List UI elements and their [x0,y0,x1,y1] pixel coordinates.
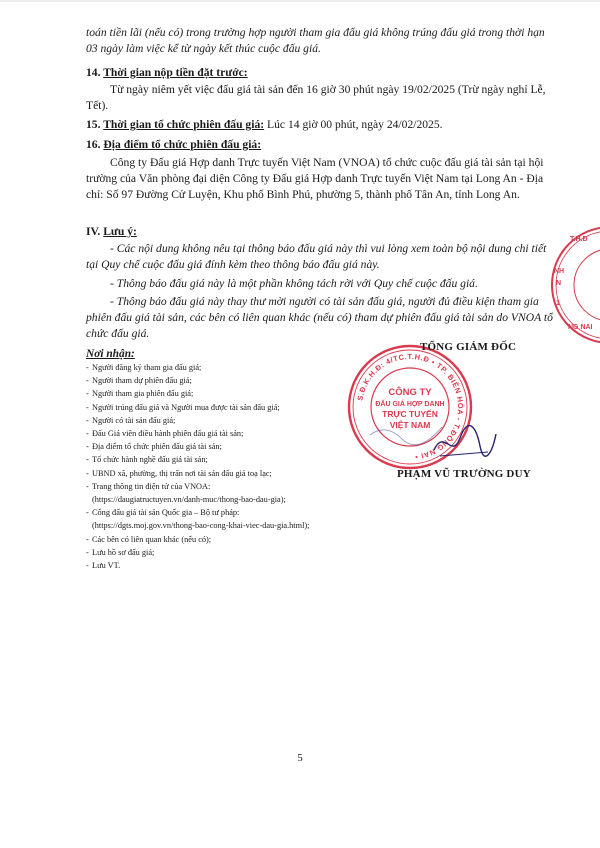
svg-text:TRỰC TUYẾN: TRỰC TUYẾN [382,409,438,419]
margin-seal-image [546,221,600,349]
handwritten-signature-image [430,420,500,464]
svg-text:NH: NH [554,268,565,275]
section-16-body: Công ty Đấu giá Hợp danh Trực tuyến Việt Nam (VNOA) tổ chức cuộc đấu giá tài sản tại hội trường của Văn phòng đại diện Công ty Đấu giá Hợp danh Trực tuyến Việt Nam tại Long An - Địa chỉ: Số 97 Đường Cử Luyện, Khu phố Bình Phú, phường 5, thành phố Tân An, tỉnh Long An. [86,156,544,201]
svg-text:ĐẤU GIÁ HỢP DANH: ĐẤU GIÁ HỢP DANH [375,401,445,408]
recipient-item-url: (https://daugiatructuyen.vn/danh-muc/thong-bao-dau-gia); [92,495,286,505]
svg-text:1: 1 [556,300,560,307]
svg-text:CÔNG TY: CÔNG TY [388,387,432,398]
section-iv-heading [86,224,137,240]
recipient-item: - Người trúng đấu giá và Người mua được tài sản đấu giá; [86,402,280,412]
recipient-item: - Đấu Giá viên điều hành phiên đấu giá tài sản; [86,429,244,439]
recipient-item: - Lưu VT. [86,561,121,571]
recipient-item: - Tổ chức hành nghề đấu giá tài sản; [86,455,208,465]
svg-text:VIỆT NAM: VIỆT NAM [389,420,431,430]
signer-name: PHẠM VŨ TRƯỜNG DUY [397,468,531,480]
recipient-item: - Các bên có liên quan khác (nếu có); [86,534,212,544]
svg-text:T.H.Đ: T.H.Đ [570,236,588,243]
recipients-block [86,347,386,572]
recipient-item: - Người tham dự phiên đấu giá; [86,376,192,386]
page-number: 5 [297,752,303,764]
recipient-item: - Cổng đấu giá tài sản Quốc gia – Bộ tư pháp: [86,508,240,518]
section-15-title: Thời gian tổ chức phiên đấu giá: [103,118,265,131]
recipient-item: - Địa điểm tổ chức phiên đấu giá tài sản; [86,442,222,452]
section-iv-number: IV. [86,225,101,238]
recipient-item: - Lưu hồ sơ đấu giá; [86,547,155,557]
section-15-body: Lúc 14 giờ 00 phút, ngày 24/02/2025. [267,118,443,131]
section-14-number: 14. [86,66,101,79]
recipient-item: - Trang thông tin điện tử của VNOA: [86,481,211,491]
intro-paragraph: toán tiền lãi (nếu có) trong trường hợp người tham gia đấu giá không trúng đấu giá trong thời hạn 03 ngày làm việc kể từ ngày kết thúc cuộc đấu giá. [86,26,545,55]
svg-text:S.Đ.K.H.Đ: 4/TC.T.H.Đ • TP. BI: S.Đ.K.H.Đ: 4/TC.T.H.Đ • TP. BIÊN HÒA - T.ĐỒNG NAI • [355,351,466,462]
scan-edge [0,0,600,2]
note-1: - Các nội dung không nêu tại thông báo đấu giá này thì vui lòng xem toàn bộ nội dung chi tiết tại Quy chế cuộc đấu giá đính kèm theo thông báo đấu giá này. [86,242,547,271]
recipient-item-url: (https://dgts.moj.gov.vn/thong-bao-cong-khai-viec-dau-gia.html); [92,521,310,531]
section-14-title: Thời gian nộp tiền đặt trước: [103,66,248,79]
recipients-list [86,361,386,572]
recipient-item: - UBND xã, phường, thị trấn nơi tài sản đấu giá toạ lạc; [86,468,272,478]
svg-text:N: N [556,280,562,287]
recipient-item: - Người có tài sản đấu giá; [86,415,176,425]
note-3: - Thông báo đấu giá này thay thư mời người có tài sản đấu giá, người đủ điều kiện tham gia phiên đấu giá tài sản, các bên có liên quan khác (nếu có) tham dự phiên đấu giá tài sản do VNOA tổ chức đấu giá. [86,295,553,340]
recipient-item: - Người tham gia phiên đấu giá; [86,389,194,399]
recipients-title: Nơi nhận: [86,348,135,360]
section-14-body: Từ ngày niêm yết việc đấu giá tài sản đến 16 giờ 30 phút ngày 19/02/2025 (Trừ ngày nghỉ Lễ, Tết). [86,83,546,112]
section-iv-title: Lưu ý: [103,225,137,238]
section-15-number: 15. [86,118,101,131]
section-15-heading [86,117,443,133]
note-2: - Thông báo đấu giá này là một phần không tách rời với Quy chế cuộc đấu giá. [110,277,478,290]
recipient-item: - Người đăng ký tham gia đấu giá; [86,363,202,372]
section-16-number: 16. [86,138,101,151]
svg-text:NG NAI: NG NAI [568,324,593,331]
section-16-heading [86,137,261,153]
section-16-title: Địa điểm tổ chức phiên đấu giá: [103,138,262,151]
section-14-heading [86,65,248,81]
signer-title: TỔNG GIÁM ĐỐC [420,341,517,353]
